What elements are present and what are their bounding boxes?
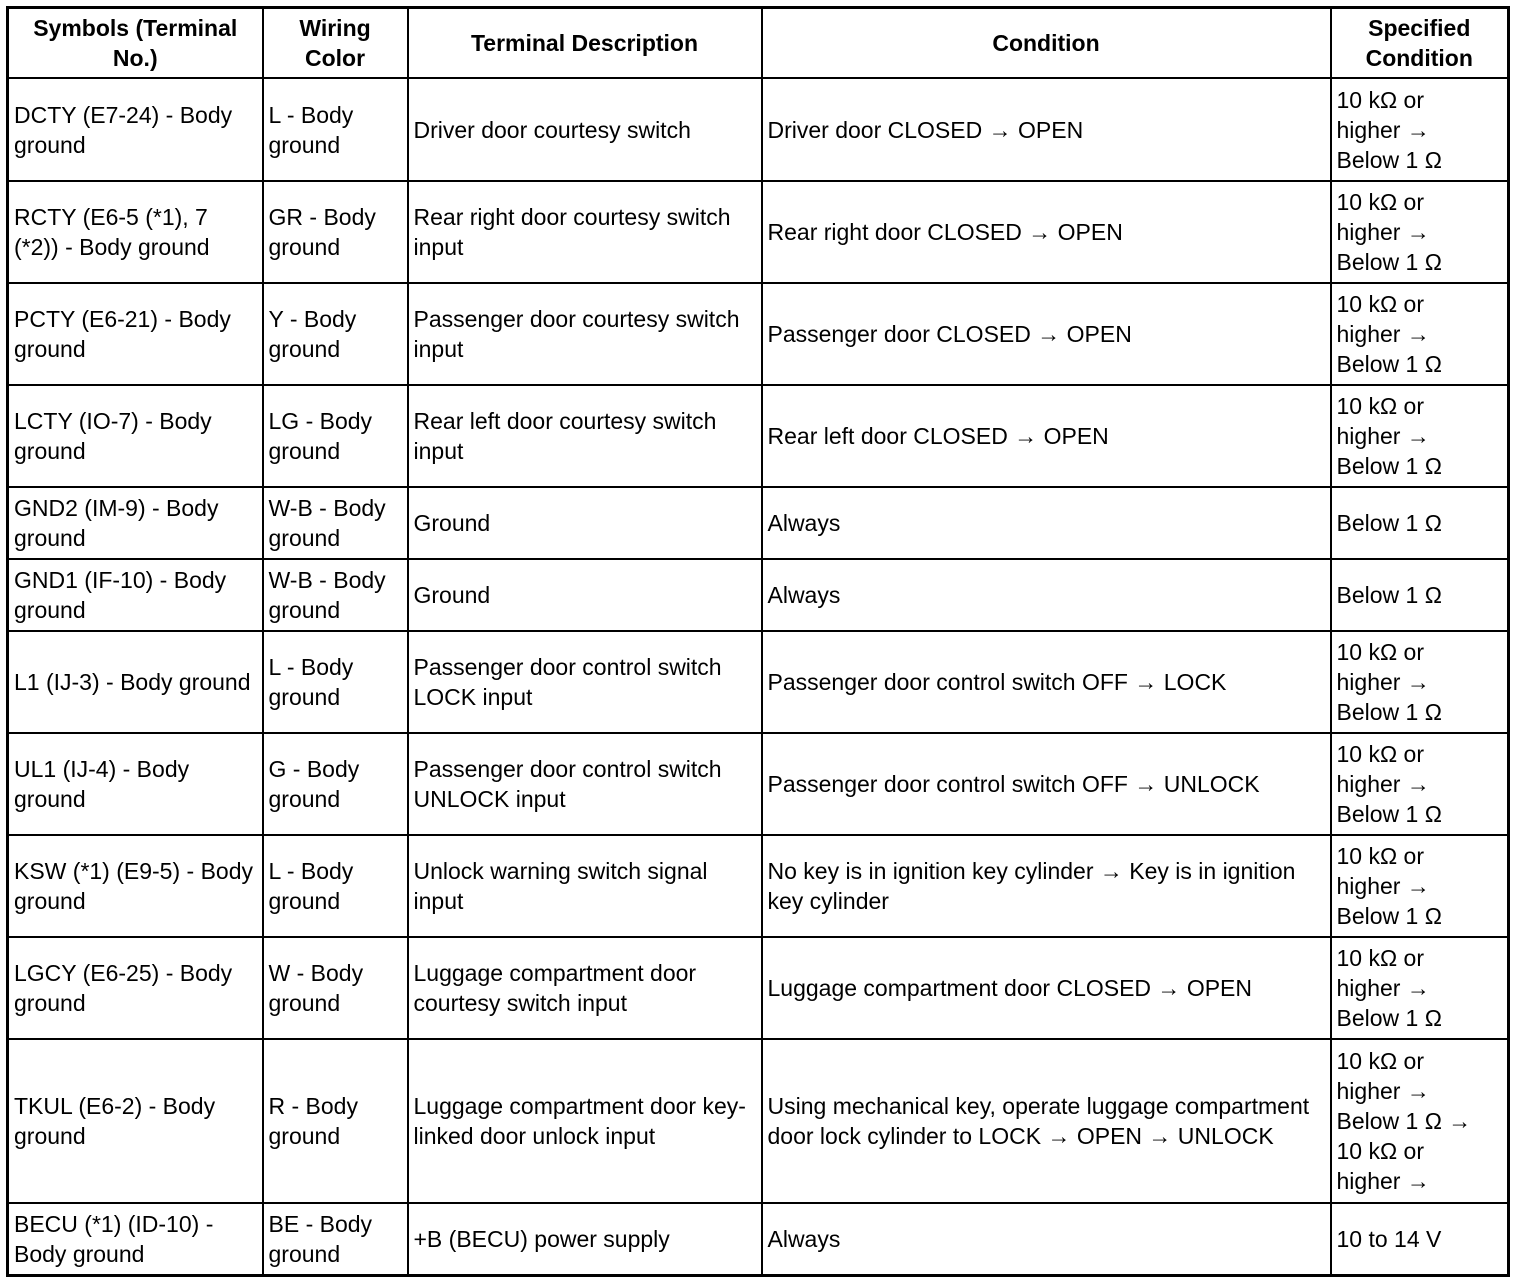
cell-symbols-text: GND1 (IF-10) - Body ground: [14, 567, 227, 623]
table-row: [8, 283, 1509, 385]
cell-condition-text: Rear right door CLOSED → OPEN: [767, 219, 1123, 245]
cell-condition: [762, 559, 1331, 631]
cell-terminal-description: [408, 181, 762, 283]
table-header: [8, 8, 1509, 79]
cell-condition-text: Using mechanical key, operate luggage compartment door lock cylinder to LOCK → OPEN → UNLOCK: [767, 1093, 1310, 1149]
cell-condition: [762, 937, 1331, 1039]
cell-condition: [762, 487, 1331, 559]
cell-specified-condition: [1331, 283, 1509, 385]
header-row: [8, 8, 1509, 79]
cell-wiring-color-text: W-B - Body ground: [268, 495, 386, 551]
cell-specified-condition: [1331, 733, 1509, 835]
cell-symbols: [8, 385, 263, 487]
cell-specified-condition: [1331, 631, 1509, 733]
cell-wiring-color-text: R - Body ground: [268, 1093, 358, 1149]
cell-condition: [762, 181, 1331, 283]
cell-symbols-text: L1 (IJ-3) - Body ground: [14, 669, 251, 695]
cell-wiring-color-text: G - Body ground: [268, 756, 360, 812]
cell-symbols-text: BECU (*1) (ID-10) - Body ground: [14, 1210, 214, 1267]
cell-condition-text: No key is in ignition key cylinder → Key is in ignition key cylinder: [767, 858, 1296, 914]
table-row: [8, 1039, 1509, 1203]
cell-symbols-text: UL1 (IJ-4) - Body ground: [14, 756, 190, 812]
cell-terminal-description: [408, 385, 762, 487]
cell-terminal-description-text: Rear right door courtesy switch input: [413, 204, 731, 260]
cell-specified-condition-text: 10 kΩ or higher → Below 1 Ω: [1336, 189, 1442, 275]
cell-wiring-color-text: LG - Body ground: [268, 408, 373, 464]
cell-symbols: [8, 937, 263, 1039]
cell-specified-condition: [1331, 385, 1509, 487]
cell-wiring-color: [263, 385, 408, 487]
cell-terminal-description-text: Luggage compartment door courtesy switch input: [413, 960, 697, 1016]
cell-condition-text: Always: [767, 1225, 841, 1252]
cell-symbols-text: LCTY (IO-7) - Body ground: [14, 408, 212, 464]
table-row: [8, 78, 1509, 181]
cell-wiring-color: [263, 835, 408, 937]
cell-symbols-text: GND2 (IM-9) - Body ground: [14, 495, 219, 551]
cell-symbols-text: DCTY (E7-24) - Body ground: [14, 101, 233, 158]
cell-specified-condition-text: 10 kΩ or higher → Below 1 Ω → 10 kΩ or higher →: [1336, 1048, 1472, 1194]
cell-wiring-color-text: GR - Body ground: [268, 204, 376, 260]
cell-wiring-color: [263, 283, 408, 385]
table-row: [8, 835, 1509, 937]
cell-condition-text: Passenger door control switch OFF → LOCK: [767, 669, 1227, 695]
cell-symbols: [8, 181, 263, 283]
cell-terminal-description: [408, 283, 762, 385]
cell-wiring-color: [263, 487, 408, 559]
table-row: [8, 937, 1509, 1039]
cell-symbols-text: TKUL (E6-2) - Body ground: [14, 1093, 216, 1149]
table-row: [8, 733, 1509, 835]
header-symbols: Symbols (Terminal No.): [8, 8, 263, 79]
header-specified-condition: Specified Condition: [1331, 8, 1509, 79]
cell-specified-condition: [1331, 1203, 1509, 1275]
cell-specified-condition-text: 10 kΩ or higher → Below 1 Ω: [1336, 291, 1442, 377]
cell-condition-text: Always: [767, 582, 841, 608]
cell-specified-condition: [1331, 181, 1509, 283]
cell-terminal-description: [408, 733, 762, 835]
cell-wiring-color: [263, 78, 408, 181]
cell-wiring-color: [263, 1203, 408, 1275]
cell-wiring-color: [263, 181, 408, 283]
cell-symbols: [8, 733, 263, 835]
cell-symbols-text: LGCY (E6-25) - Body ground: [14, 960, 233, 1016]
cell-specified-condition-text: Below 1 Ω: [1336, 582, 1442, 608]
table-row: [8, 181, 1509, 283]
cell-condition-text: Passenger door control switch OFF → UNLOCK: [767, 771, 1260, 797]
cell-symbols-text: PCTY (E6-21) - Body ground: [14, 306, 231, 362]
cell-condition: [762, 78, 1331, 181]
header-terminal-description: Terminal Description: [408, 8, 762, 79]
cell-wiring-color: [263, 937, 408, 1039]
cell-specified-condition-text: 10 to 14 V: [1336, 1225, 1442, 1252]
cell-specified-condition: [1331, 487, 1509, 559]
cell-symbols: [8, 835, 263, 937]
cell-specified-condition-text: 10 kΩ or higher → Below 1 Ω: [1336, 393, 1442, 479]
cell-wiring-color: [263, 1039, 408, 1203]
cell-wiring-color: [263, 631, 408, 733]
cell-symbols-text: RCTY (E6-5 (*1), 7 (*2)) - Body ground: [14, 204, 210, 260]
cell-terminal-description-text: Ground: [413, 510, 491, 536]
cell-terminal-description: [408, 631, 762, 733]
cell-wiring-color-text: W - Body ground: [268, 960, 364, 1016]
cell-specified-condition-text: Below 1 Ω: [1336, 510, 1442, 536]
cell-wiring-color-text: L - Body ground: [268, 654, 354, 710]
cell-terminal-description-text: Passenger door control switch LOCK input: [413, 654, 722, 710]
cell-wiring-color-text: W-B - Body ground: [268, 567, 386, 623]
table-row: [8, 631, 1509, 733]
cell-symbols: [8, 559, 263, 631]
cell-wiring-color: [263, 733, 408, 835]
cell-terminal-description-text: Passenger door control switch UNLOCK input: [413, 756, 722, 812]
cell-specified-condition-text: 10 kΩ or higher → Below 1 Ω: [1336, 945, 1442, 1031]
cell-terminal-description-text: Ground: [413, 582, 491, 608]
cell-condition: [762, 1039, 1331, 1203]
cell-specified-condition-text: 10 kΩ or higher → Below 1 Ω: [1336, 741, 1442, 827]
header-wiring-color: Wiring Color: [263, 8, 408, 79]
cell-wiring-color-text: L - Body ground: [268, 101, 354, 158]
table-row: [8, 385, 1509, 487]
cell-condition-text: Passenger door CLOSED → OPEN: [767, 321, 1132, 347]
cell-condition: [762, 283, 1331, 385]
cell-condition: [762, 1203, 1331, 1275]
cell-terminal-description-text: Unlock warning switch signal input: [413, 858, 708, 914]
cell-symbols: [8, 283, 263, 385]
cell-terminal-description: [408, 1203, 762, 1275]
table-row: [8, 559, 1509, 631]
cell-terminal-description-text: +B (BECU) power supply: [413, 1225, 670, 1252]
cell-condition-text: Always: [767, 510, 841, 536]
cell-condition-text: Luggage compartment door CLOSED → OPEN: [767, 975, 1253, 1001]
cell-terminal-description: [408, 559, 762, 631]
cell-condition: [762, 835, 1331, 937]
cell-specified-condition: [1331, 937, 1509, 1039]
cell-condition-text: Rear left door CLOSED → OPEN: [767, 423, 1109, 449]
cell-specified-condition: [1331, 559, 1509, 631]
cell-terminal-description: [408, 1039, 762, 1203]
cell-terminal-description: [408, 835, 762, 937]
cell-wiring-color: [263, 559, 408, 631]
cell-symbols-text: KSW (*1) (E9-5) - Body ground: [14, 858, 253, 914]
cell-condition-text: Driver door CLOSED → OPEN: [767, 116, 1084, 143]
cell-specified-condition-text: 10 kΩ or higher → Below 1 Ω: [1336, 843, 1442, 929]
table-row: [8, 487, 1509, 559]
cell-terminal-description: [408, 78, 762, 181]
cell-terminal-description-text: Passenger door courtesy switch input: [413, 306, 740, 362]
cell-wiring-color-text: BE - Body ground: [268, 1210, 373, 1267]
table-body: [8, 78, 1509, 1275]
cell-terminal-description: [408, 937, 762, 1039]
cell-specified-condition: [1331, 1039, 1509, 1203]
cell-symbols: [8, 1039, 263, 1203]
cell-terminal-description: [408, 487, 762, 559]
cell-specified-condition: [1331, 78, 1509, 181]
cell-terminal-description-text: Driver door courtesy switch: [413, 116, 691, 143]
cell-specified-condition: [1331, 835, 1509, 937]
cell-terminal-description-text: Rear left door courtesy switch input: [413, 408, 717, 464]
cell-condition: [762, 385, 1331, 487]
table-row: [8, 1203, 1509, 1275]
cell-condition: [762, 733, 1331, 835]
cell-symbols: [8, 631, 263, 733]
cell-symbols: [8, 78, 263, 181]
cell-symbols: [8, 1203, 263, 1275]
cell-specified-condition-text: 10 kΩ or higher → Below 1 Ω: [1336, 86, 1442, 173]
terminal-spec-table: [6, 6, 1510, 1277]
cell-symbols: [8, 487, 263, 559]
cell-wiring-color-text: L - Body ground: [268, 858, 354, 914]
cell-specified-condition-text: 10 kΩ or higher → Below 1 Ω: [1336, 639, 1442, 725]
header-condition: Condition: [762, 8, 1331, 79]
cell-wiring-color-text: Y - Body ground: [268, 306, 357, 362]
cell-terminal-description-text: Luggage compartment door key-linked door unlock input: [413, 1093, 746, 1149]
cell-condition: [762, 631, 1331, 733]
